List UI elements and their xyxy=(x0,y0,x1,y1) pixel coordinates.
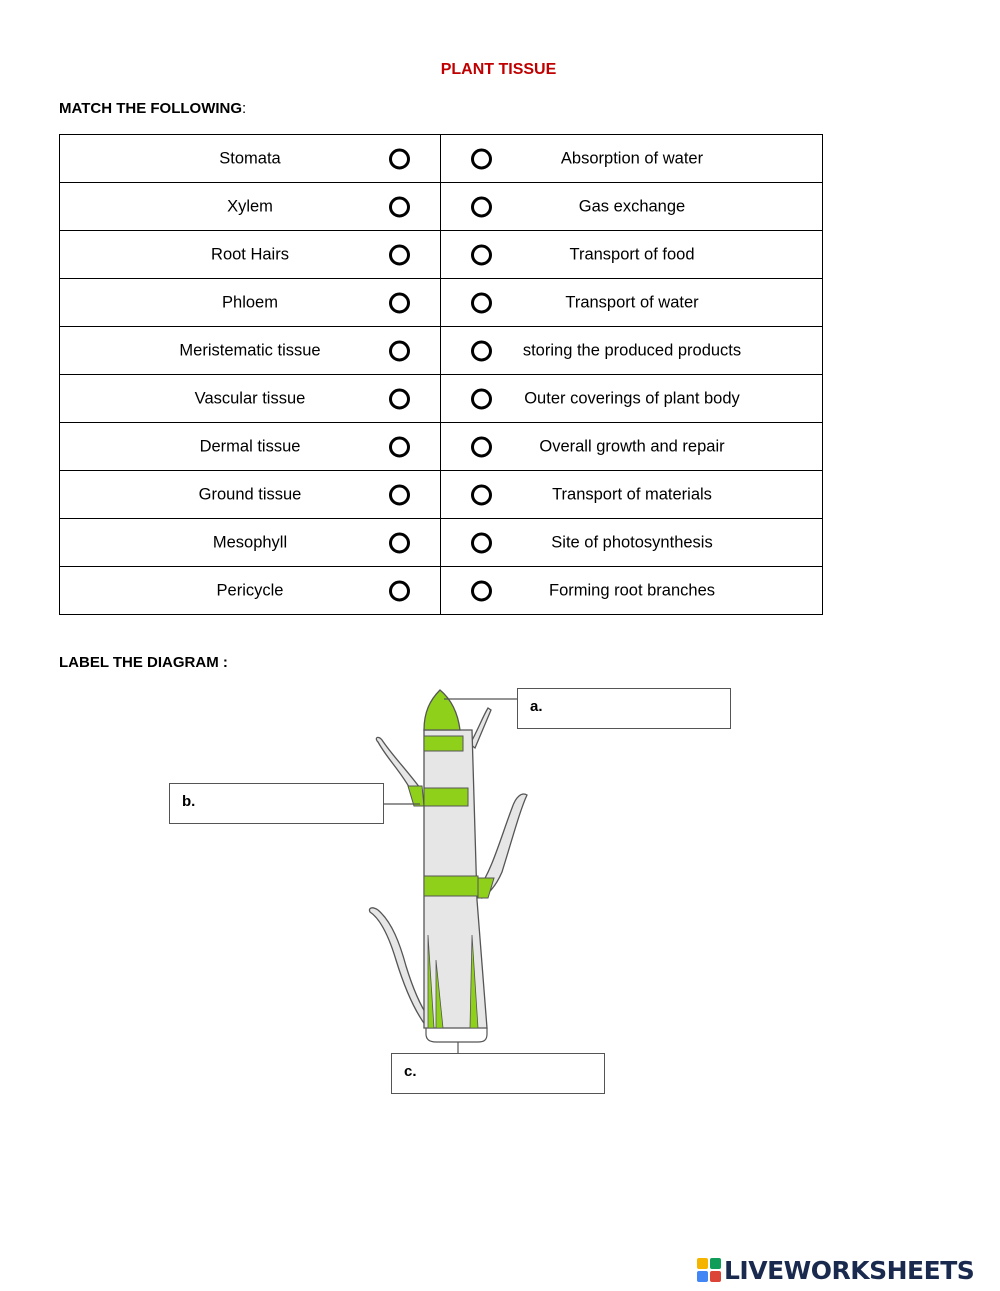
match-right-definition: Transport of materials xyxy=(552,485,712,503)
match-right-definition: Transport of food xyxy=(569,245,695,263)
match-right-definition: Gas exchange xyxy=(578,197,686,215)
brand-icon-tile-3 xyxy=(697,1271,708,1282)
label-letter-b: b. xyxy=(182,793,196,810)
match-left-term: Vascular tissue xyxy=(194,389,306,407)
match-right-definition: Outer coverings of plant body xyxy=(524,389,740,407)
diagram-heading: LABEL THE DIAGRAM : xyxy=(59,654,228,671)
shoot-lower-left xyxy=(369,908,432,1026)
match-heading-colon: : xyxy=(242,100,247,117)
match-right-definition: Site of photosynthesis xyxy=(551,533,713,551)
match-left-term: Xylem xyxy=(227,197,273,215)
match-left-term: Root Hairs xyxy=(211,245,289,263)
label-box-b[interactable] xyxy=(169,783,384,824)
match-right-definition: Transport of water xyxy=(565,293,699,311)
page-title: PLANT TISSUE xyxy=(440,61,557,78)
match-left-term: Mesophyll xyxy=(212,533,288,551)
match-right-definition: Overall growth and repair xyxy=(539,437,725,455)
label-box-a[interactable] xyxy=(517,688,731,729)
shoot-upper-right xyxy=(470,708,491,748)
match-right-definition: storing the produced products xyxy=(522,341,742,359)
brand-icon-tile-4 xyxy=(710,1271,721,1282)
match-right-definition: Forming root branches xyxy=(549,581,715,599)
match-left-term: Ground tissue xyxy=(198,485,302,503)
match-left-term: Phloem xyxy=(222,293,278,311)
match-left-term: Stomata xyxy=(219,149,281,167)
brand-icon xyxy=(697,1258,721,1282)
brand-logo xyxy=(697,1255,974,1285)
match-left-term: Meristematic tissue xyxy=(179,341,321,359)
band-1 xyxy=(424,736,463,751)
base-bracket xyxy=(426,1028,487,1042)
label-box-c[interactable] xyxy=(391,1053,605,1094)
shoot-base-left xyxy=(408,786,424,806)
label-letter-c: c. xyxy=(404,1063,417,1080)
match-left-term: Dermal tissue xyxy=(199,437,301,455)
match-heading-text: MATCH THE FOLLOWING xyxy=(59,100,243,117)
shoot-apex xyxy=(424,690,460,730)
match-right-definition: Absorption of water xyxy=(560,149,704,167)
brand-icon-tile-1 xyxy=(697,1258,708,1269)
brand-name: LIVEWORKSHEETS xyxy=(724,1255,975,1285)
brand-icon-tile-2 xyxy=(710,1258,721,1269)
band-3 xyxy=(424,876,478,896)
match-left-term: Pericycle xyxy=(216,581,284,599)
band-2 xyxy=(424,788,468,806)
label-letter-a: a. xyxy=(530,698,543,715)
